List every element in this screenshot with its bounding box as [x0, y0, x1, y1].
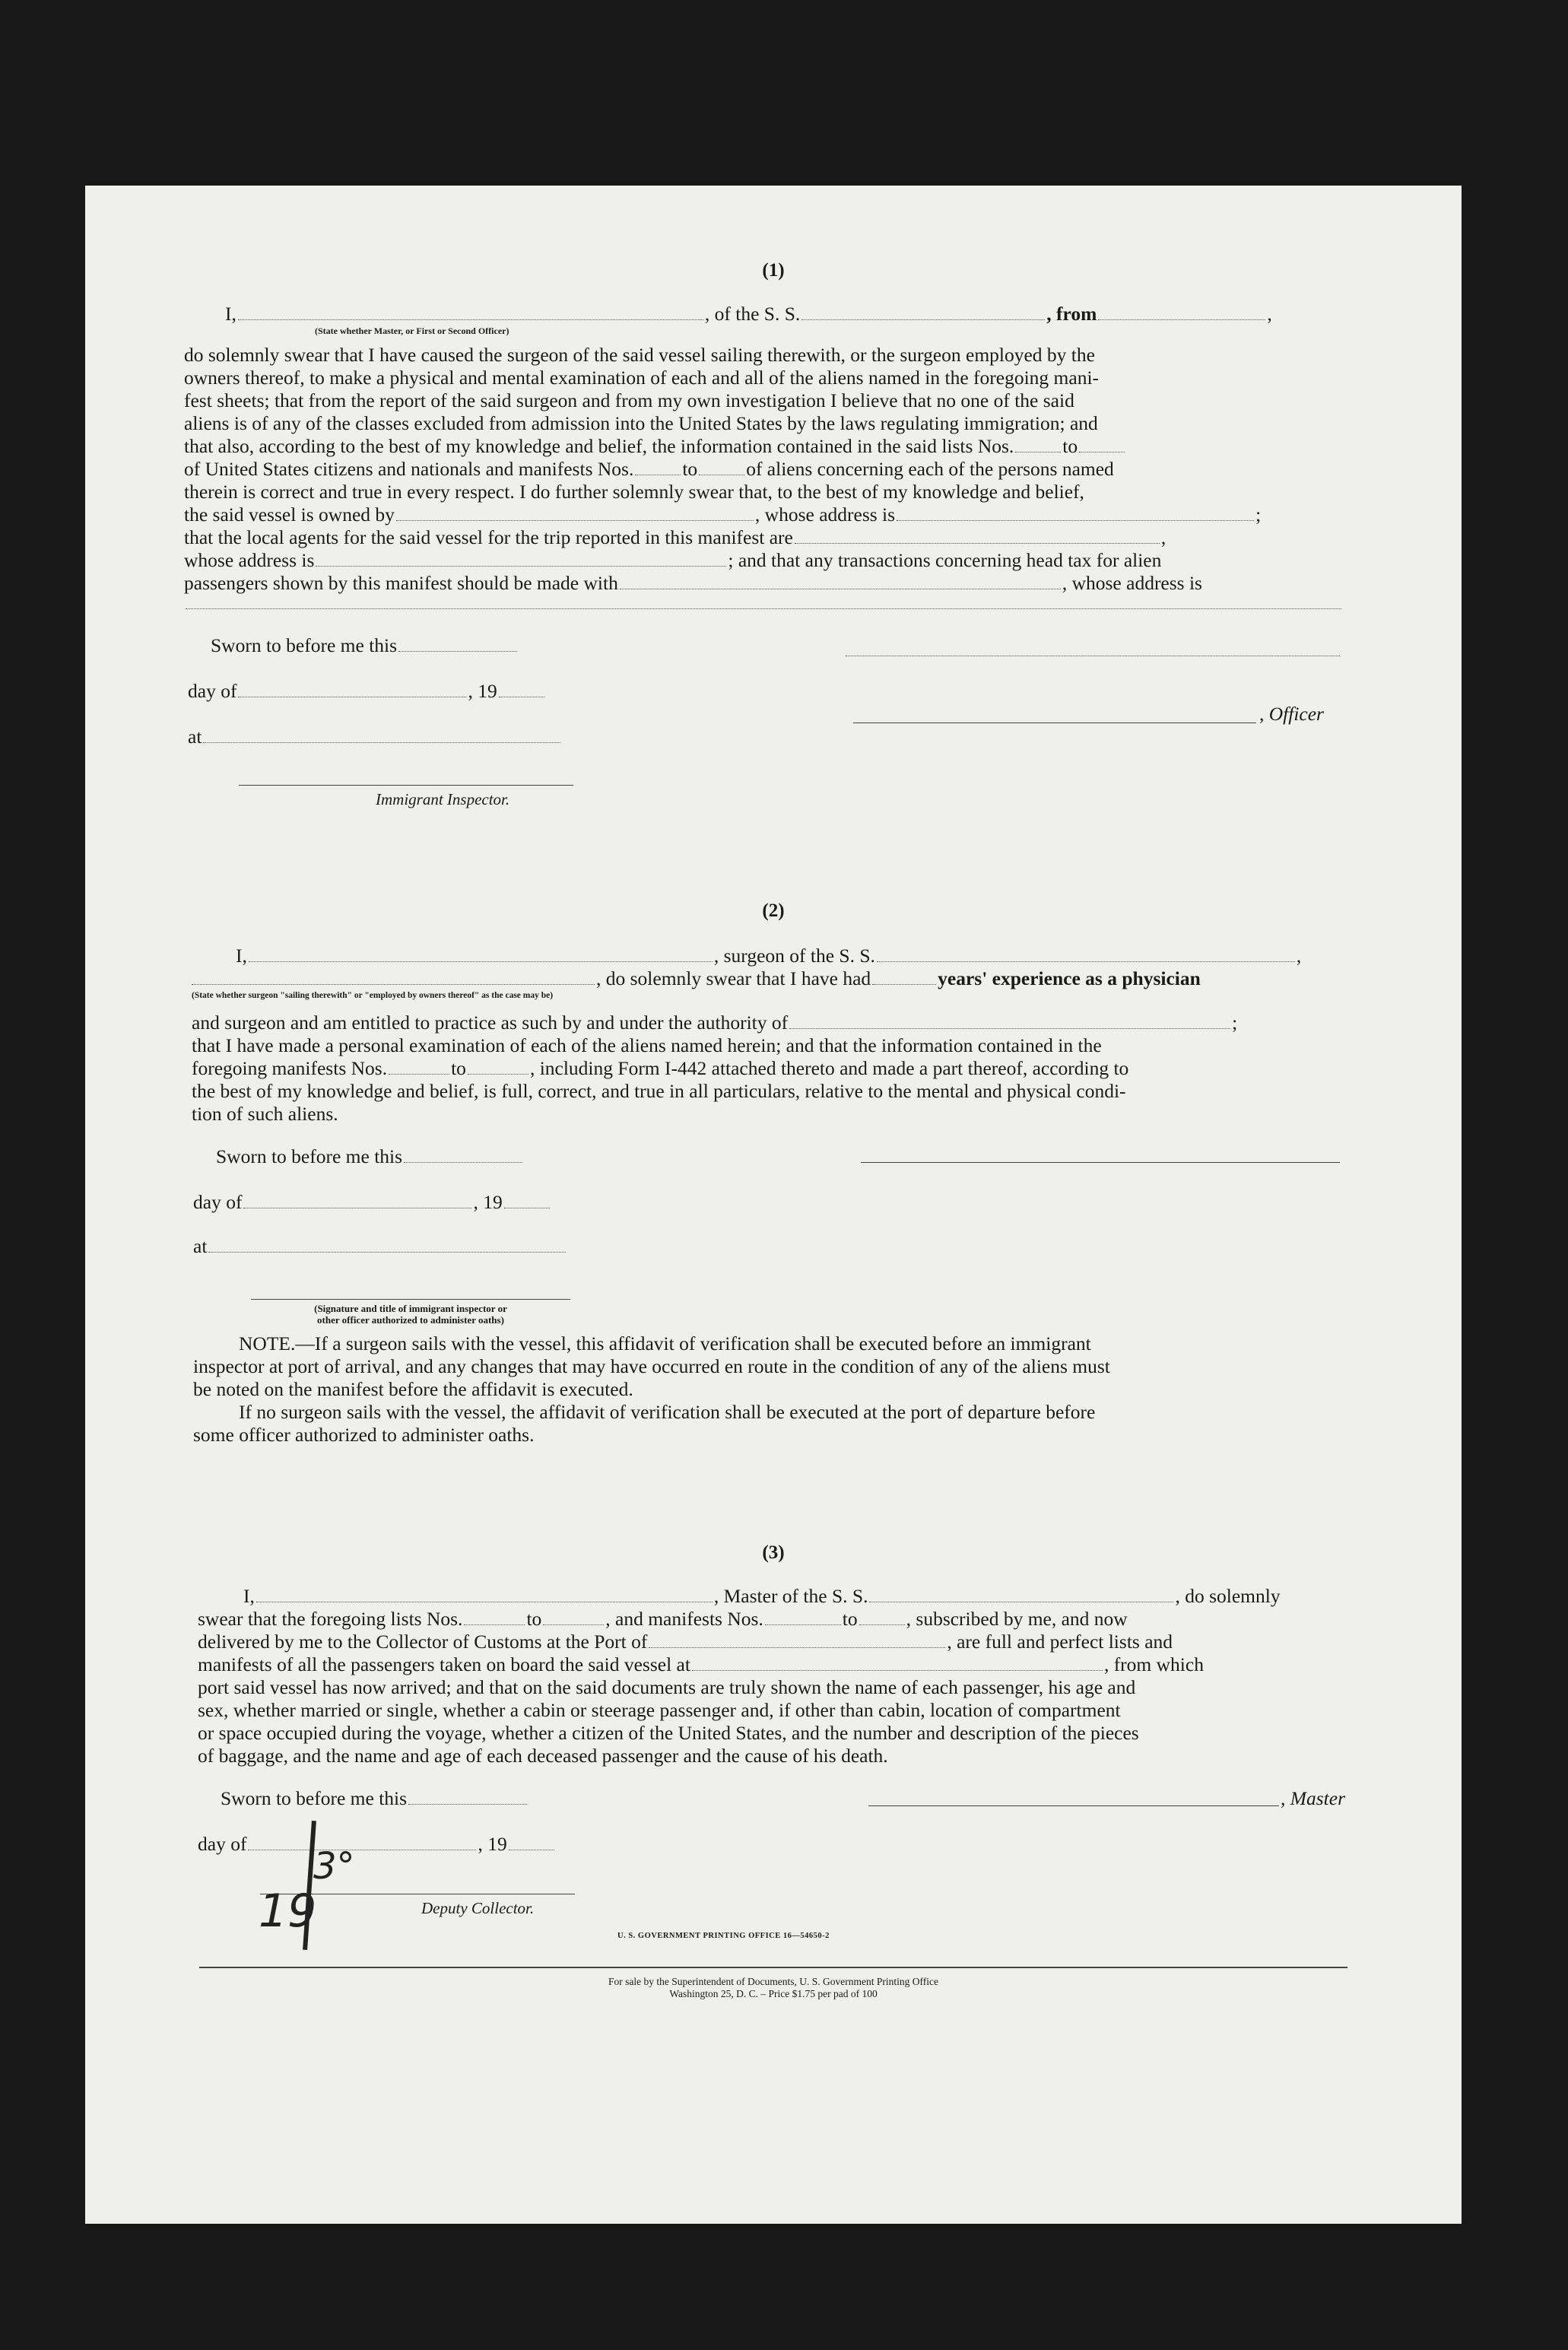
s2-line-3: and surgeon and am entitled to practice as such by and under the authority of ; [192, 1011, 1238, 1034]
s1-line-11: whose address is ; and that any transactions concerning head tax for alien [184, 549, 1162, 571]
s2-sig-caption-1: (Signature and title of immigrant inspector or [314, 1303, 507, 1314]
s3-line-2: swear that the foregoing lists Nos. to , and manifests Nos. to , subscribed by me, and now [198, 1608, 1128, 1630]
s1-line-7: of United States citizens and nationals and manifests Nos. to of aliens concerning each of the persons named [184, 458, 1114, 480]
s2-line-4: that I have made a personal examination of each of the aliens named herein; and that the information contained in the [192, 1034, 1102, 1056]
s1-line-4: fest sheets; that from the report of the said surgeon and from my own investigation I believe that no one of the said [184, 389, 1074, 411]
inspector-signature-line [239, 785, 573, 786]
s3-sworn: Sworn to before me this [221, 1787, 528, 1810]
handwritten-number: 19 [259, 1885, 317, 1938]
s3-line-7: or space occupied during the voyage, whether a citizen of the United States, and the number and description of the pieces [198, 1722, 1139, 1744]
surgeon-signature-line [861, 1162, 1340, 1163]
s2-line-1: I, , surgeon of the S. S. , [236, 945, 1302, 967]
s1-line-10: that the local agents for the said vessel for the trip reported in this manifest are , [184, 526, 1166, 548]
manifest-affidavit-sheet [85, 186, 1462, 2224]
s1-line-8: therein is correct and true in every respect. I do further solemnly swear that, to the best of my knowledge and belief, [184, 481, 1084, 503]
s3-line-3: delivered by me to the Collector of Customs at the Port of , are full and perfect lists and [198, 1631, 1173, 1653]
s2-sig-caption-2: other officer authorized to administer oaths) [317, 1314, 504, 1326]
s3-line-4: manifests of all the passengers taken on board the said vessel at , from which [198, 1653, 1204, 1675]
footer-rule [199, 1967, 1347, 1968]
s2-note-3: be noted on the manifest before the affidavit is executed. [193, 1378, 633, 1400]
s2-line-5: foregoing manifests Nos. to , including Form I-442 attached thereto and made a part thereof, according to [192, 1057, 1129, 1079]
officer-signature-line [853, 722, 1256, 723]
gpo-imprint: U. S. GOVERNMENT PRINTING OFFICE 16—54650-2 [617, 1932, 830, 1940]
s1-line-12: passengers shown by this manifest should be made with , whose address is [184, 572, 1202, 594]
s1-sworn: Sworn to before me this [211, 634, 519, 657]
s1-line-9: the said vessel is owned by , whose address is ; [184, 503, 1262, 526]
s3-line-8: of baggage, and the name and age of each deceased passenger and the cause of his death. [198, 1745, 888, 1767]
s1-line-1: I, , of the S. S. , from , [225, 303, 1272, 325]
s1-address-line [186, 608, 1341, 609]
s1-caption: (State whether Master, or First or Second Officer) [315, 326, 509, 336]
s2-line-7: tion of such aliens. [192, 1103, 338, 1125]
section-number: (1) [762, 260, 785, 281]
s1-line-3: owners thereof, to make a physical and mental examination of each and all of the aliens named in the foregoing mani- [184, 367, 1100, 389]
master-signature-line [868, 1805, 1279, 1806]
deputy-collector-label: Deputy Collector. [421, 1899, 535, 1917]
s2-inspector-signature-line [251, 1299, 570, 1300]
s2-caption: (State whether surgeon "sailing therewith" or "employed by owners thereof" as the case may be) [192, 991, 554, 1000]
s3-day-of: day of , 19 [198, 1833, 556, 1856]
s2-note-1: NOTE.—If a surgeon sails with the vessel, this affidavit of verification shall be executed before an immigrant [239, 1332, 1091, 1354]
s1-day-of: day of , 19 [188, 680, 546, 703]
s2-line-2: , do solemnly swear that I have had years' experience as a physician [190, 967, 1201, 990]
section-number: (3) [762, 1542, 785, 1563]
sale-notice-2: Washington 25, D. C. – Price $1.75 per pad of 100 [669, 1988, 878, 1999]
s1-at: at [188, 726, 562, 748]
handwritten-number: 3° [313, 1845, 355, 1888]
officer-label: , Officer [1259, 703, 1324, 725]
s3-line-1: I, , Master of the S. S. , do solemnly [243, 1585, 1281, 1607]
section-number: (2) [762, 900, 785, 921]
s3-line-6: sex, whether married or single, whether a cabin or steerage passenger and, if other than cabin, location of compartment [198, 1699, 1121, 1721]
s1-line-5: aliens is of any of the classes excluded from admission into the United States by the laws regulating immigration; and [184, 412, 1098, 434]
master-label: , Master [1281, 1787, 1345, 1809]
s1-line-6: that also, according to the best of my knowledge and belief, the information contained in the said lists Nos. to [184, 435, 1126, 458]
s2-line-6: the best of my knowledge and belief, is full, correct, and true in all particulars, relative to the mental and physical condi- [192, 1080, 1126, 1102]
s2-day-of: day of , 19 [193, 1191, 551, 1214]
s2-note-5: some officer authorized to administer oaths. [193, 1424, 535, 1446]
sale-notice-1: For sale by the Superintendent of Documents, U. S. Government Printing Office [608, 1976, 938, 1987]
s2-note-2: inspector at port of arrival, and any changes that may have occurred en route in the condition of any of the aliens must [193, 1355, 1110, 1377]
s3-line-5: port said vessel has now arrived; and that on the said documents are truly shown the name of each passenger, his age and [198, 1676, 1136, 1698]
immigrant-inspector-label: Immigrant Inspector. [376, 790, 510, 808]
s2-note-4: If no surgeon sails with the vessel, the affidavit of verification shall be executed at the port of departure before [239, 1401, 1096, 1423]
s2-sworn: Sworn to before me this [216, 1145, 524, 1168]
s1-line-2: do solemnly swear that I have caused the surgeon of the said vessel sailing therewith, or the surgeon employed by the [184, 344, 1095, 366]
s2-at: at [193, 1235, 567, 1258]
